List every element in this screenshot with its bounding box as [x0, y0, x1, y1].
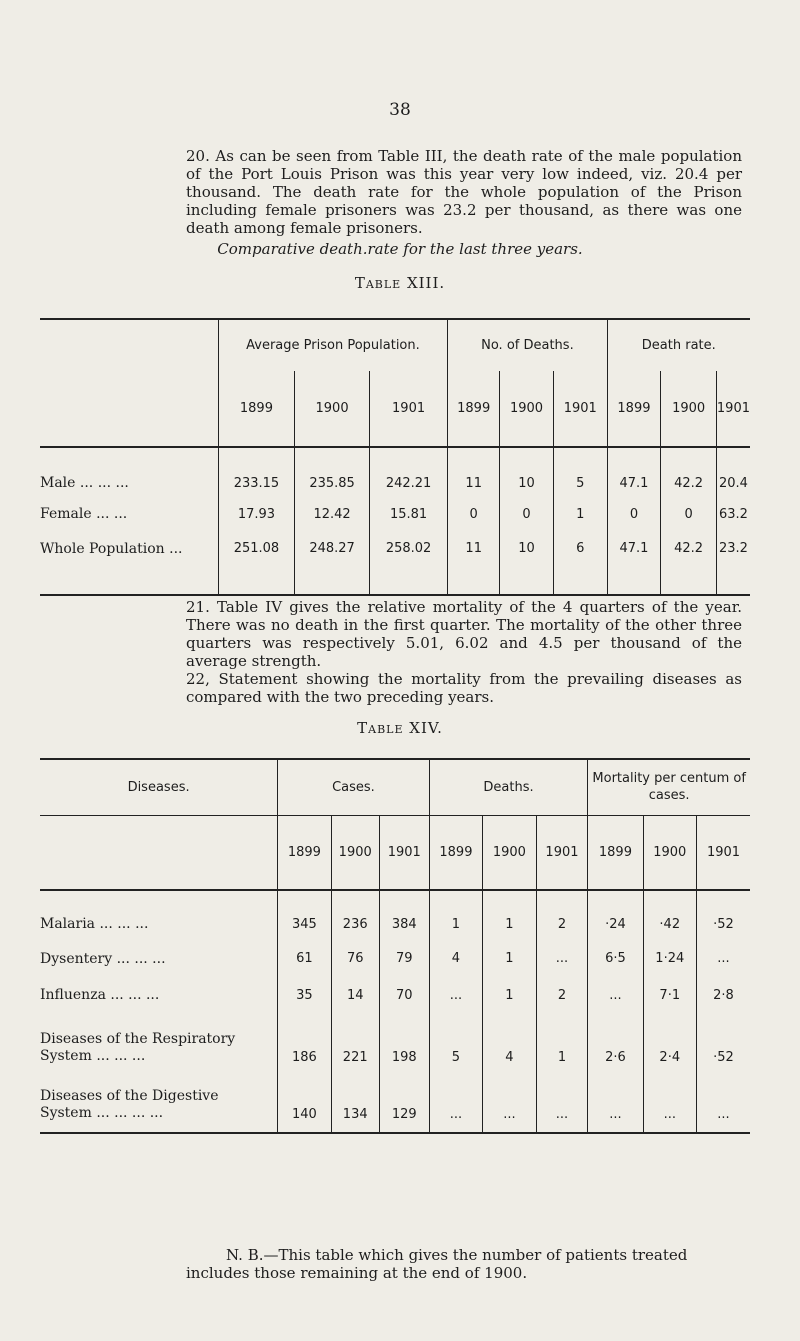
year-header: 1901 [369, 371, 447, 447]
year-header: 1899 [278, 815, 331, 890]
table-cell: 2·6 [588, 1013, 643, 1073]
table-cell: 20.4 [716, 447, 750, 497]
table-xiv [40, 758, 750, 1134]
table-cell: 11 [448, 447, 500, 497]
table-cell: 129 [379, 1073, 429, 1133]
footnote: N. B.—This table which gives the number of patients treated includes those remaining at the end of 1900. [186, 1246, 688, 1282]
diseases-header: Diseases. [127, 779, 190, 795]
table-cell: 1 [536, 1013, 588, 1073]
table-cell: ·52 [697, 1013, 751, 1073]
table-cell: 11 [448, 531, 500, 595]
table-cell: ... [588, 977, 643, 1013]
year-header: 1899 [218, 371, 295, 447]
year-header: 1901 [553, 371, 607, 447]
table-row [40, 940, 750, 977]
row-label: Whole Population ... [40, 541, 183, 557]
table-cell: 14 [331, 977, 379, 1013]
mortality-header: Mortality per centum of cases. [588, 759, 750, 815]
table-cell: ... [483, 1073, 536, 1133]
table-cell: 233.15 [218, 447, 295, 497]
table-cell: 2·8 [697, 977, 751, 1013]
table-row [40, 531, 750, 595]
table-cell: 47.1 [607, 447, 661, 497]
table-cell: ... [697, 1073, 751, 1133]
paragraph-21: 21. Table IV gives the relative mortality of the 4 quarters of the year. There was no death in the first quarter. The mortality of the other three quarters was respectively 5.01, 6.02 and 4.5 per thousand of the average strength. [186, 598, 742, 670]
table-cell: ·42 [643, 890, 696, 940]
table-xiv-title: Table XIV. [357, 719, 443, 737]
table-cell: ·24 [588, 890, 643, 940]
table-row [40, 1013, 750, 1073]
table-cell: 63.2 [716, 497, 750, 531]
table-cell: 345 [278, 890, 331, 940]
table-cell: 23.2 [716, 531, 750, 595]
table-cell: 42.2 [661, 531, 717, 595]
cases-header: Cases. [278, 759, 430, 815]
table-cell: 1 [483, 940, 536, 977]
table-cell: 17.93 [218, 497, 295, 531]
year-header: 1900 [483, 815, 536, 890]
table-row [40, 497, 750, 531]
table-row [40, 890, 750, 940]
table-cell: ... [588, 1073, 643, 1133]
row-label: Female ... ... [40, 506, 128, 522]
table-cell: 1 [483, 977, 536, 1013]
table-cell: 70 [379, 977, 429, 1013]
table-cell: ... [536, 940, 588, 977]
year-header: 1901 [379, 815, 429, 890]
table-cell: 1 [429, 890, 482, 940]
table-cell: 248.27 [295, 531, 370, 595]
table-xiii-title: Table XIII. [354, 274, 446, 292]
row-label: Diseases of the Respiratory System ... ... ... [40, 1031, 236, 1064]
table-cell: 0 [607, 497, 661, 531]
table-cell: 235.85 [295, 447, 370, 497]
table-cell: 1 [483, 890, 536, 940]
table-row [40, 977, 750, 1013]
table-cell: 47.1 [607, 531, 661, 595]
table-cell: 0 [661, 497, 717, 531]
paragraph-22: 22, Statement showing the mortality from the prevailing diseases as compared with the two preceding years. [186, 670, 742, 706]
table-cell: 35 [278, 977, 331, 1013]
year-header: 1901 [716, 371, 750, 447]
table-cell: ... [429, 1073, 482, 1133]
table-cell: 61 [278, 940, 331, 977]
table-cell: 251.08 [218, 531, 295, 595]
deaths-header: Deaths. [429, 759, 588, 815]
table-cell: 76 [331, 940, 379, 977]
table-cell: 134 [331, 1073, 379, 1133]
row-label: Male ... ... ... [40, 475, 129, 491]
table-cell: 12.42 [295, 497, 370, 531]
table-cell: 2 [536, 890, 588, 940]
table-cell: 10 [500, 531, 554, 595]
table-cell: ... [429, 977, 482, 1013]
table-cell: 2·4 [643, 1013, 696, 1073]
table-cell: 5 [429, 1013, 482, 1073]
paragraph-20: 20. As can be seen from Table III, the death rate of the male population of the Port Louis Prison was this year very low indeed, viz. 20.4 per thousand. The death rate for the whole population of the Prison including female prisoners was 23.2 per thousand, as there was one death among female prisoners. [186, 147, 742, 237]
table-cell: ... [536, 1073, 588, 1133]
table-cell: 140 [278, 1073, 331, 1133]
table-xiii-subtitle: Comparative death.rate for the last three years. [217, 240, 583, 258]
table-cell: 7·1 [643, 977, 696, 1013]
table-cell: 6·5 [588, 940, 643, 977]
table-cell: ·52 [697, 890, 751, 940]
table-cell: ... [697, 940, 751, 977]
group-header: Average Prison Population. [218, 319, 448, 371]
group-header: No. of Deaths. [448, 319, 607, 371]
year-header: 1900 [295, 371, 370, 447]
table-cell: 10 [500, 447, 554, 497]
table-cell: 236 [331, 890, 379, 940]
table-cell: 1·24 [643, 940, 696, 977]
table-row [40, 447, 750, 497]
year-header: 1899 [429, 815, 482, 890]
table-row [40, 1073, 750, 1133]
year-header: 1899 [448, 371, 500, 447]
corner-cell [40, 319, 218, 371]
table-cell: 0 [448, 497, 500, 531]
table-xiii [40, 318, 750, 596]
year-header: 1900 [661, 371, 717, 447]
table-cell: 198 [379, 1013, 429, 1073]
year-header: 1900 [500, 371, 554, 447]
table-cell: 4 [483, 1013, 536, 1073]
table-cell: 1 [553, 497, 607, 531]
table-cell: 79 [379, 940, 429, 977]
table-cell: ... [643, 1073, 696, 1133]
year-header: 1900 [331, 815, 379, 890]
table-cell: 186 [278, 1013, 331, 1073]
year-header: 1900 [643, 815, 696, 890]
table-cell: 2 [536, 977, 588, 1013]
year-header: 1901 [697, 815, 751, 890]
page-number: 38 [389, 100, 411, 120]
table-cell: 258.02 [369, 531, 447, 595]
row-label: Diseases of the Digestive System ... ... ... ... [40, 1088, 219, 1121]
table-cell: 221 [331, 1013, 379, 1073]
row-label: Dysentery ... ... ... [40, 950, 166, 967]
year-header: 1899 [588, 815, 643, 890]
table-cell: 4 [429, 940, 482, 977]
year-header: 1899 [607, 371, 661, 447]
table-cell: 242.21 [369, 447, 447, 497]
row-label: Malaria ... ... ... [40, 916, 149, 932]
row-label: Influenza ... ... ... [40, 987, 160, 1003]
table-cell: 15.81 [369, 497, 447, 531]
group-header: Death rate. [607, 319, 750, 371]
table-cell: 0 [500, 497, 554, 531]
table-cell: 6 [553, 531, 607, 595]
table-cell: 384 [379, 890, 429, 940]
table-cell: 5 [553, 447, 607, 497]
year-header: 1901 [536, 815, 588, 890]
table-cell: 42.2 [661, 447, 717, 497]
